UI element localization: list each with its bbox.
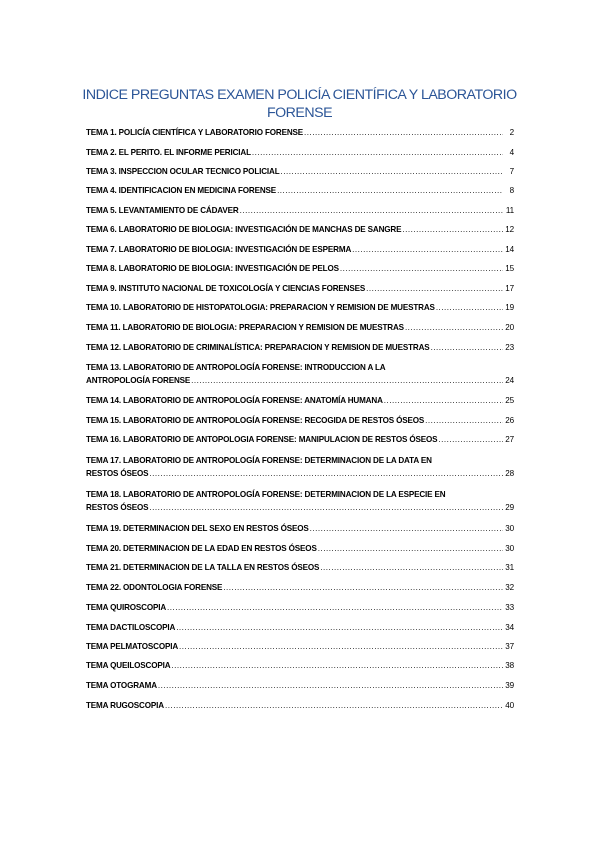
dot-leader: [158, 679, 503, 692]
dot-leader: [165, 699, 503, 712]
toc-entry[interactable]: [86, 321, 514, 334]
dot-leader: [281, 165, 503, 178]
toc-entry-label: TEMA 11. LABORATORIO DE BIOLOGIA: PREPARACION Y REMISION DE MUESTRAS: [86, 323, 404, 332]
dot-leader: [310, 522, 503, 535]
toc-entry-page: 20: [505, 323, 514, 332]
toc-entry[interactable]: [86, 243, 514, 256]
dot-leader: [438, 433, 503, 446]
dot-leader: [179, 640, 503, 653]
page-title-line1: INDICE PREGUNTAS EXAMEN POLICÍA CIENTÍFICA Y LABORATORIO: [82, 87, 517, 103]
toc-entry-page: 19: [505, 303, 514, 312]
toc-entry[interactable]: [86, 433, 514, 446]
toc-entry-label: TEMA 3. INSPECCION OCULAR TECNICO POLICIAL: [86, 167, 280, 176]
toc-entry[interactable]: [86, 488, 514, 514]
toc-entry-label: TEMA 7. LABORATORIO DE BIOLOGIA: INVESTIGACIÓN DE ESPERMA: [86, 245, 352, 254]
toc-entry[interactable]: [86, 282, 514, 295]
toc-entry-label: TEMA 16. LABORATORIO DE ANTOPOLOGIA FORENSE: MANIPULACION DE RESTOS ÓSEOS: [86, 435, 438, 444]
toc-entry-label-line1: TEMA 13. LABORATORIO DE ANTROPOLOGÍA FORENSE: INTRODUCCION A LA: [86, 363, 386, 372]
toc-entry-page: 40: [505, 701, 514, 710]
dot-leader: [320, 561, 503, 574]
toc-entry-label: TEMA OTOGRAMA: [86, 681, 157, 690]
toc-entry[interactable]: [86, 184, 514, 197]
dot-leader: [240, 204, 503, 217]
toc-entry-page: 26: [505, 416, 514, 425]
toc-entry[interactable]: [86, 165, 514, 178]
dot-leader: [304, 126, 503, 139]
toc-entry-label: TEMA 12. LABORATORIO DE CRIMINALÍSTICA: PREPARACION Y REMISION DE MUESTRAS: [86, 343, 430, 352]
toc-entry-page: 34: [505, 623, 514, 632]
toc-entry[interactable]: [86, 561, 514, 574]
toc-entry[interactable]: [86, 126, 514, 139]
toc-entry-label: ANTROPOLOGÍA FORENSE: [86, 376, 191, 385]
toc-entry-label: RESTOS ÓSEOS: [86, 469, 149, 478]
toc-entry-label: TEMA 9. INSTITUTO NACIONAL DE TOXICOLOGÍA Y CIENCIAS FORENSES: [86, 284, 366, 293]
dot-leader: [340, 262, 503, 275]
toc-entry-label: TEMA 2. EL PERITO. EL INFORME PERICIAL: [86, 148, 251, 157]
toc-entry-page: 4: [509, 148, 514, 157]
toc-entry-page: 38: [505, 661, 514, 670]
toc-entry-label: TEMA DACTILOSCOPIA: [86, 623, 176, 632]
dot-leader: [384, 394, 503, 407]
toc-entry[interactable]: [86, 679, 514, 692]
toc-entry[interactable]: [86, 454, 514, 480]
toc-entry[interactable]: [86, 146, 514, 159]
toc-entry-label: TEMA QUIROSCOPIA: [86, 603, 167, 612]
toc-entry-page: 11: [505, 206, 514, 215]
toc-entry-page: 39: [505, 681, 514, 690]
toc-entry-page: 28: [505, 469, 514, 478]
dot-leader: [431, 341, 503, 354]
dot-leader: [402, 223, 503, 236]
dot-leader: [149, 501, 503, 514]
dot-leader: [436, 301, 503, 314]
dot-leader: [318, 542, 503, 555]
toc-entry-label: TEMA 5. LEVANTAMIENTO DE CÁDAVER: [86, 206, 239, 215]
toc-entry-label: TEMA 1. POLICÍA CIENTÍFICA Y LABORATORIO FORENSE: [86, 128, 304, 137]
toc-entry[interactable]: [86, 522, 514, 535]
toc-entry-label: TEMA PELMATOSCOPIA: [86, 642, 179, 651]
toc-entry[interactable]: [86, 542, 514, 555]
toc-entry-page: 27: [505, 435, 514, 444]
toc-entry[interactable]: [86, 414, 514, 427]
toc-entry-page: 24: [505, 376, 514, 385]
toc-entry-page: 8: [509, 186, 514, 195]
dot-leader: [252, 146, 503, 159]
toc-entry-label: TEMA 22. ODONTOLOGIA FORENSE: [86, 583, 223, 592]
toc-entry-page: 17: [505, 284, 514, 293]
toc-entry-page: 25: [505, 396, 514, 405]
toc-entry[interactable]: [86, 581, 514, 594]
dot-leader: [366, 282, 503, 295]
toc-entry-page: 32: [505, 583, 514, 592]
toc-entry-label: TEMA 19. DETERMINACION DEL SEXO EN RESTOS ÓSEOS: [86, 524, 309, 533]
toc-entry[interactable]: [86, 601, 514, 614]
toc-entry-label: TEMA QUEILOSCOPIA: [86, 661, 171, 670]
page-title-line2: FORENSE: [266, 105, 333, 121]
page-title: [70, 86, 529, 122]
dot-leader: [167, 601, 503, 614]
dot-leader: [171, 659, 503, 672]
toc-entry-label-line1: TEMA 17. LABORATORIO DE ANTROPOLOGÍA FORENSE: DETERMINACION DE LA DATA EN: [86, 456, 432, 465]
toc-entry-page: 31: [505, 563, 514, 572]
toc-entry-label: TEMA 21. DETERMINACION DE LA TALLA EN RESTOS ÓSEOS: [86, 563, 320, 572]
dot-leader: [405, 321, 503, 334]
toc-entry[interactable]: [86, 640, 514, 653]
dot-leader: [191, 374, 503, 387]
toc-entry-page: 30: [505, 524, 514, 533]
toc-entry-label: TEMA 15. LABORATORIO DE ANTROPOLOGÍA FORENSE: RECOGIDA DE RESTOS ÓSEOS: [86, 416, 425, 425]
dot-leader: [176, 621, 503, 634]
toc-entry-page: 37: [505, 642, 514, 651]
toc-entry-page: 2: [509, 128, 514, 137]
toc-entry[interactable]: [86, 341, 514, 354]
toc-entry[interactable]: [86, 223, 514, 236]
toc-entry-page: 14: [505, 245, 514, 254]
toc-entry-label: TEMA 4. IDENTIFICACION EN MEDICINA FORENSE: [86, 186, 277, 195]
toc-entry-label: TEMA 14. LABORATORIO DE ANTROPOLOGÍA FORENSE: ANATOMÍA HUMANA: [86, 396, 383, 405]
toc-entry[interactable]: [86, 204, 514, 217]
toc-entry[interactable]: [86, 262, 514, 275]
toc-entry-label: TEMA 10. LABORATORIO DE HISTOPATOLOGIA: PREPARACION Y REMISION DE MUESTRAS: [86, 303, 435, 312]
toc-entry-page: 7: [509, 167, 514, 176]
dot-leader: [425, 414, 503, 427]
toc-entry-label: TEMA RUGOSCOPIA: [86, 701, 164, 710]
toc-entry[interactable]: [86, 659, 514, 672]
toc-entry-page: 12: [505, 225, 514, 234]
toc-entry-page: 15: [505, 264, 514, 273]
toc-entry[interactable]: [86, 621, 514, 634]
dot-leader: [223, 581, 503, 594]
dot-leader: [277, 184, 503, 197]
dot-leader: [149, 467, 503, 480]
toc-entry[interactable]: [86, 361, 514, 387]
toc-entry-label-line1: TEMA 18. LABORATORIO DE ANTROPOLOGÍA FORENSE: DETERMINACION DE LA ESPECIE EN: [86, 490, 446, 499]
toc-entry-page: 33: [505, 603, 514, 612]
dot-leader: [352, 243, 503, 256]
toc-entry-page: 30: [505, 544, 514, 553]
toc-entry-label: TEMA 6. LABORATORIO DE BIOLOGIA: INVESTIGACIÓN DE MANCHAS DE SANGRE: [86, 225, 402, 234]
toc-entry[interactable]: [86, 301, 514, 314]
toc-entry-page: 23: [505, 343, 514, 352]
toc-entry[interactable]: [86, 699, 514, 712]
toc-entry-label: TEMA 20. DETERMINACION DE LA EDAD EN RESTOS ÓSEOS: [86, 544, 317, 553]
toc-entry-label: TEMA 8. LABORATORIO DE BIOLOGIA: INVESTIGACIÓN DE PELOS: [86, 264, 339, 273]
toc-entry-page: 29: [505, 503, 514, 512]
toc-entry-label: RESTOS ÓSEOS: [86, 503, 149, 512]
toc-entry[interactable]: [86, 394, 514, 407]
